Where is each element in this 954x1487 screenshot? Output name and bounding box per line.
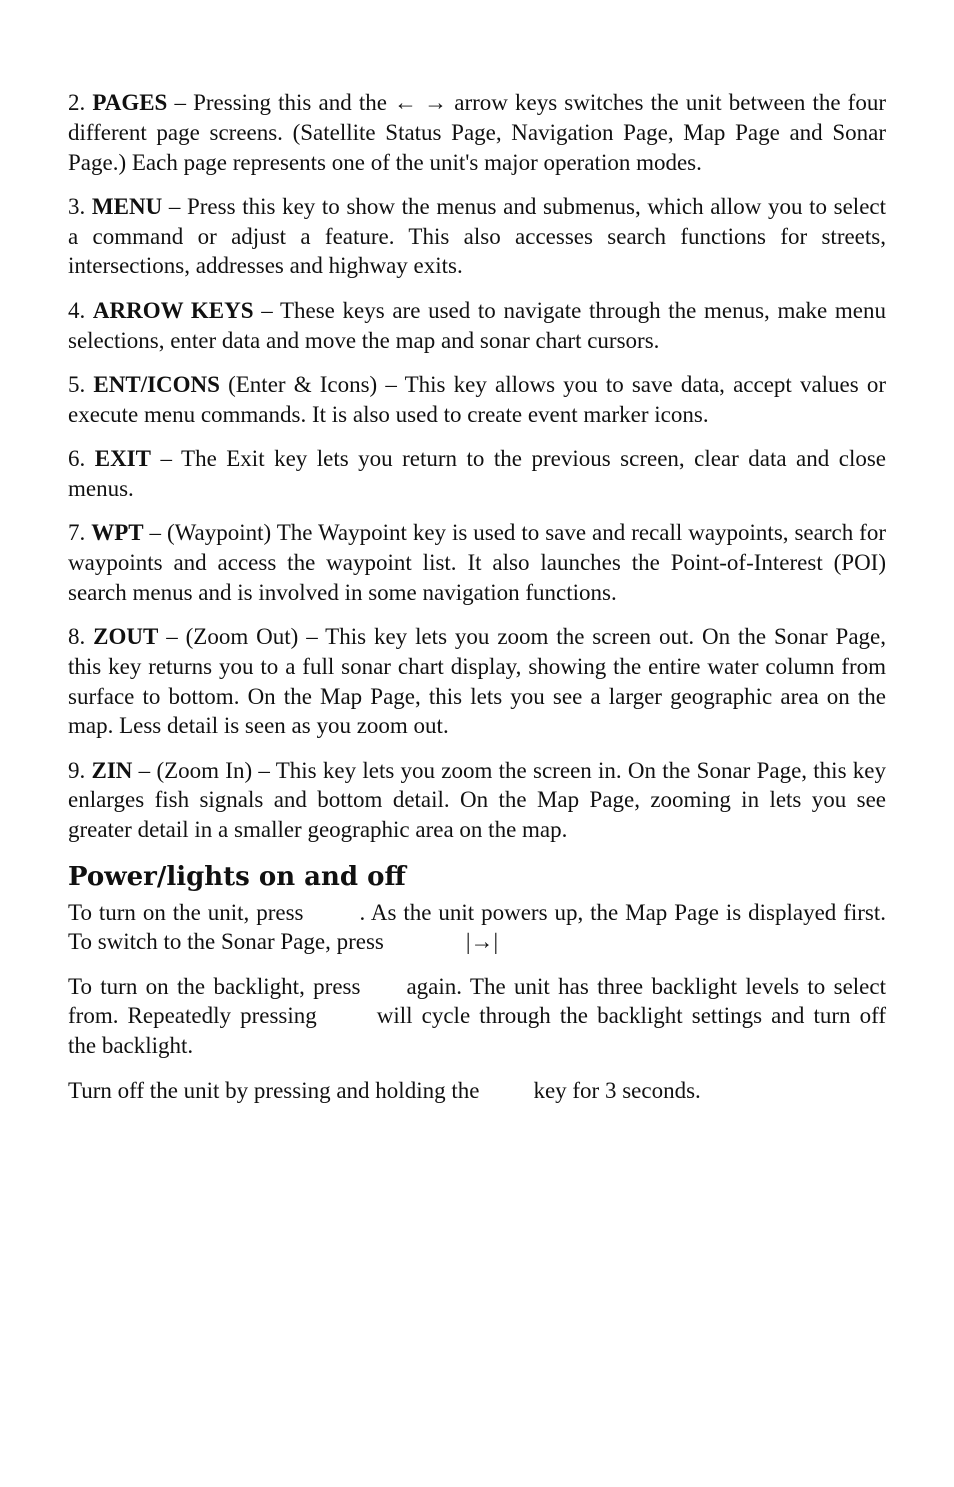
text-fragment: . As the unit powers up, the Map Page is displayed first. To switch to the Sonar Page, press: [68, 899, 886, 955]
key-description-ent-icons: [68, 370, 886, 430]
key-name: ENT/ICONS: [93, 371, 220, 397]
item-text: – Pressing this and the ← → arrow keys switches the unit between the four different page screens. (Satellite Status Page, Navigation Page, Map Page and Sonar Page.) Each page represents one of the unit's major operation modes.: [68, 90, 887, 175]
key-name: MENU: [91, 193, 163, 219]
item-text: – (Waypoint) The Waypoint key is used to save and recall waypoints, search for waypoints and access the waypoint list. It also launches the Point-of-Interest (POI) search menus and is involved in some navigation functions.: [68, 520, 886, 605]
item-text: – Press this key to show the menus and submenus, which allow you to select a command or adjust a feature. This also accesses search functions for streets, intersections, addresses and highway exits.: [68, 193, 886, 279]
item-number: 6.: [68, 445, 86, 471]
key-description-exit: [68, 444, 886, 504]
item-number: 4.: [68, 297, 86, 323]
key-name: EXIT: [94, 445, 151, 471]
key-description-zout: [68, 622, 886, 741]
key-description-zin: [68, 756, 886, 845]
power-off-paragraph: [68, 1076, 886, 1106]
key-name: ARROW KEYS: [92, 297, 254, 323]
text-fragment: key for 3 seconds.: [533, 1077, 701, 1103]
key-description-menu: [68, 192, 886, 281]
item-number: 2.: [68, 90, 86, 115]
item-text: – These keys are used to navigate through the menus, make menu selections, enter data and move the map and sonar chart cursors.: [68, 297, 887, 353]
key-description-arrow-keys: [68, 296, 886, 356]
key-description-pages: [68, 88, 886, 177]
text-fragment: will cycle through the backlight settings and turn off the backlight.: [68, 1003, 886, 1059]
key-description-wpt: [68, 518, 886, 607]
item-text: – The Exit key lets you return to the previous screen, clear data and close menus.: [68, 445, 887, 501]
arrow-key-symbol: |→|: [465, 929, 499, 955]
item-number: 3.: [68, 193, 86, 219]
key-name: PAGES: [92, 90, 168, 115]
item-number: 7.: [68, 520, 86, 546]
key-name: WPT: [91, 520, 144, 546]
text-fragment: To turn on the unit, press: [68, 899, 304, 925]
item-number: 8.: [68, 623, 86, 649]
text-fragment: Turn off the unit by pressing and holding the: [68, 1077, 480, 1103]
section-heading: Power/lights on and off: [68, 861, 406, 892]
power-on-paragraph: [68, 898, 886, 958]
item-text: – (Zoom In) – This key lets you zoom the screen in. On the Sonar Page, this key enlarges fish signals and bottom detail. On the Map Page, zooming in lets you see greater detail in a smaller geographic area on the map.: [68, 757, 886, 843]
item-text: (Enter & Icons) – This key allows you to save data, accept values or execute menu commands. It is also used to create event marker icons.: [68, 371, 887, 427]
key-name: ZIN: [91, 757, 133, 783]
backlight-paragraph: [68, 972, 886, 1061]
item-number: 5.: [68, 371, 86, 397]
manual-page: [68, 88, 886, 1120]
key-name: ZOUT: [93, 623, 159, 649]
item-number: 9.: [68, 757, 86, 783]
item-text: – (Zoom Out) – This key lets you zoom the screen out. On the Sonar Page, this key returns you to a full sonar chart display, showing the entire water column from surface to bottom. On the Map Page, this lets you see a larger geographic area on the map. Less detail is seen as you zoom out.: [68, 623, 887, 739]
text-fragment: again. The unit has three backlight levels to select from. Repeatedly pressing: [68, 973, 886, 1029]
text-fragment: To turn on the backlight, press: [68, 973, 361, 999]
